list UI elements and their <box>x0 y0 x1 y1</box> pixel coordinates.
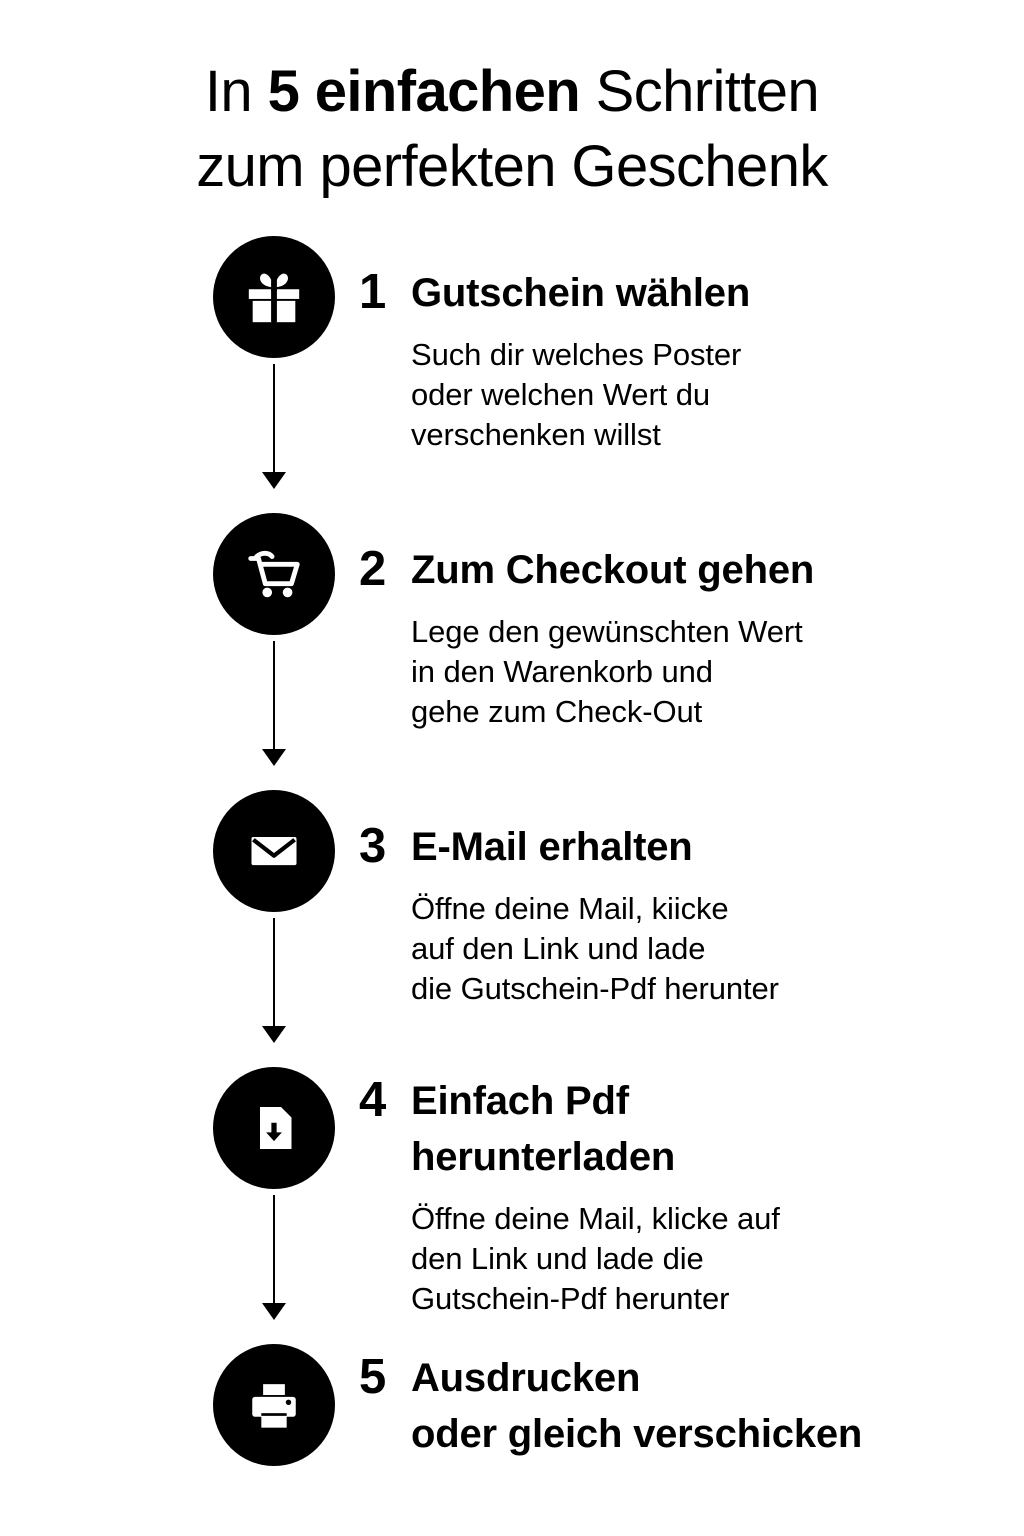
step-number-2: 2 <box>359 542 387 596</box>
step-arrow-3 <box>262 1026 286 1043</box>
step-text-4 <box>359 1072 959 1319</box>
step-title-1: Gutschein wählen <box>411 271 751 315</box>
step-number-3: 3 <box>359 819 387 873</box>
step-item-1 <box>0 236 1024 452</box>
printer-icon <box>213 1344 335 1466</box>
step-arrow-4 <box>262 1303 286 1320</box>
page-title-line2: zum perfekten Geschenk <box>196 134 828 200</box>
step-text-5 <box>359 1349 959 1462</box>
step-arrow-1 <box>262 472 286 489</box>
shopping-cart-icon <box>213 513 335 635</box>
step-item-4 <box>0 1067 1024 1316</box>
step-arrow-2 <box>262 749 286 766</box>
step-number-1: 1 <box>359 265 387 319</box>
step-connector-2 <box>273 641 275 751</box>
step-title-3: E-Mail erhalten <box>411 825 693 869</box>
page-title-post: Schritten <box>580 59 820 124</box>
gift-icon <box>213 236 335 358</box>
step-title-2: Zum Checkout gehen <box>411 548 815 592</box>
step-item-2 <box>0 513 1024 729</box>
step-connector-4 <box>273 1195 275 1305</box>
page-title-emphasis: 5 einfachen <box>267 59 581 124</box>
step-description-4: Öffne deine Mail, klicke auf den Link und lade die Gutschein-Pdf herunter <box>411 1201 780 1316</box>
page-title <box>0 54 1024 205</box>
step-title-5: Ausdrucken oder gleich verschicken <box>411 1356 863 1456</box>
step-connector-3 <box>273 918 275 1028</box>
step-connector-1 <box>273 364 275 474</box>
step-item-5 <box>0 1344 1024 1456</box>
page-title-pre: In <box>204 59 268 124</box>
step-item-3 <box>0 790 1024 1006</box>
step-description-1: Such dir welches Poster oder welchen Wert du verschenken willst <box>411 337 742 452</box>
file-download-icon <box>213 1067 335 1189</box>
step-text-2 <box>359 541 959 732</box>
step-number-4: 4 <box>359 1073 387 1127</box>
step-description-2: Lege den gewünschten Wert in den Warenkorb und gehe zum Check-Out <box>411 614 803 729</box>
step-text-3 <box>359 818 959 1009</box>
step-number-5: 5 <box>359 1350 387 1404</box>
step-description-3: Öffne deine Mail, kiicke auf den Link und lade die Gutschein-Pdf herunter <box>411 891 779 1006</box>
step-text-1 <box>359 264 959 455</box>
envelope-icon <box>213 790 335 912</box>
step-title-4: Einfach Pdf herunterladen <box>411 1079 676 1179</box>
page-title-line1 <box>205 59 819 124</box>
